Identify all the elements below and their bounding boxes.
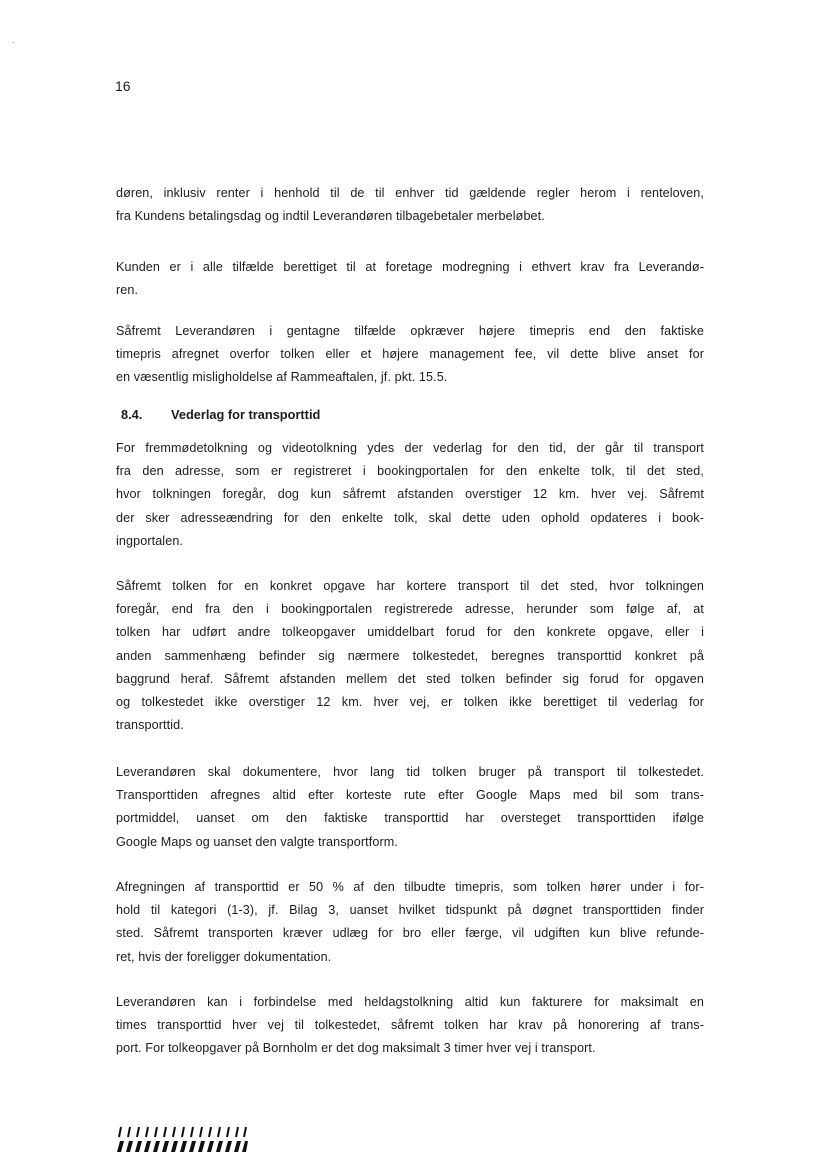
text-line: døren, inklusiv renter i henhold til de til enhver tid gældende regler herom i renteloven, <box>116 186 704 200</box>
text-line: Kunden er i alle tilfælde berettiget til at foretage modregning i ethvert krav fra Leverandø- <box>116 260 704 274</box>
text-line: Leverandøren kan i forbindelse med heldagstolkning altid kun fakturere for maksimalt en <box>116 995 704 1009</box>
text-line: portmiddel, uanset om den faktiske transporttid har oversteget transporttiden ifølge <box>116 811 704 826</box>
text-line: hold til kategori (1-3), jf. Bilag 3, uanset hvilket tidspunkt på døgnet transporttiden finder <box>116 903 704 918</box>
paragraph-set-off <box>116 256 704 302</box>
text-line: For fremmødetolkning og videotolkning ydes der vederlag for den tid, der går til transport <box>116 441 704 455</box>
text-line: ren. <box>116 283 139 298</box>
text-line: Transporttiden afregnes altid efter korteste rute efter Google Maps med bil som trans- <box>116 788 704 803</box>
text-line: fra Kundens betalingsdag og indtil Leverandøren tilbagebetaler merbeløbet. <box>116 209 545 224</box>
scan-speck <box>12 42 14 43</box>
section-title: Vederlag for transporttid <box>171 407 321 422</box>
paragraph-documentation <box>116 761 704 854</box>
paragraph-interest <box>116 182 704 228</box>
page-number: 16 <box>115 78 131 94</box>
text-line: Såfremt Leverandøren i gentagne tilfælde opkræver højere timepris end den faktiske <box>116 324 704 338</box>
paragraph-settlement <box>116 876 704 969</box>
text-line: der sker adresseændring for den enkelte tolk, skal dette uden ophold opdateres i book- <box>116 510 704 525</box>
text-line: fra den adresse, som er registreret i bookingportalen for den enkelte tolk, til det sted, <box>116 464 704 479</box>
section-number: 8.4. <box>121 407 143 422</box>
barcode-slashes <box>119 1127 246 1137</box>
text-line: Leverandøren skal dokumentere, hvor lang tid tolken bruger på transport til tolkestedet. <box>116 765 704 779</box>
text-line: transporttid. <box>116 718 184 733</box>
text-line: tolken har udført andre tolkeopgaver umiddelbart forud for den konkrete opgave, eller i <box>116 625 704 640</box>
text-line: ret, hvis der foreligger dokumentation. <box>116 949 332 964</box>
paragraph-breach <box>116 320 704 390</box>
text-line: hvor tolkningen foregår, dog kun såfremt afstanden overstiger 12 km. hver vej. Såfremt <box>116 487 704 502</box>
section-heading <box>121 407 320 422</box>
text-line: foregår, end fra den i bookingportalen registrerede adresse, herunder som følge af, at <box>116 602 704 617</box>
text-line: Afregningen af transporttid er 50 % af den tilbudte timepris, som tolken hører under i for- <box>116 880 704 894</box>
text-line: Såfremt tolken for en konkret opgave har kortere transport til det sted, hvor tolkningen <box>116 579 704 593</box>
text-line: baggrund heraf. Såfremt afstanden mellem det sted tolken befinder sig forud for opgaven <box>116 671 704 686</box>
text-line: sted. Såfremt transporten kræver udlæg for bro eller færge, vil udgiften kun blive refunde- <box>116 926 704 941</box>
paragraph-full-day <box>116 991 704 1061</box>
barcode-blocks <box>117 1141 248 1152</box>
text-line: timepris afregnet overfor tolken eller et højere management fee, vil dette blive anset for <box>116 347 704 362</box>
text-line: en væsentlig misligholdelse af Rammeaftalen, jf. pkt. 15.5. <box>116 370 448 385</box>
paragraph-shorter-transport <box>116 575 704 737</box>
text-line: times transporttid hver vej til tolkestedet, såfremt tolken har krav på honorering af trans- <box>116 1018 704 1033</box>
barcode-mark <box>116 1126 248 1154</box>
text-line: anden sammenhæng befinder sig nærmere tolkestedet, beregnes transporttid konkret på <box>116 648 704 663</box>
text-line: Google Maps og uanset den valgte transportform. <box>116 834 398 849</box>
text-line: og tolkestedet ikke overstiger 12 km. hver vej, er tolken ikke berettiget til vederlag for <box>116 695 704 710</box>
text-line: ingportalen. <box>116 533 184 548</box>
text-line: port. For tolkeopgaver på Bornholm er det dog maksimalt 3 timer hver vej i transport. <box>116 1041 596 1056</box>
paragraph-transport-fee <box>116 437 704 553</box>
